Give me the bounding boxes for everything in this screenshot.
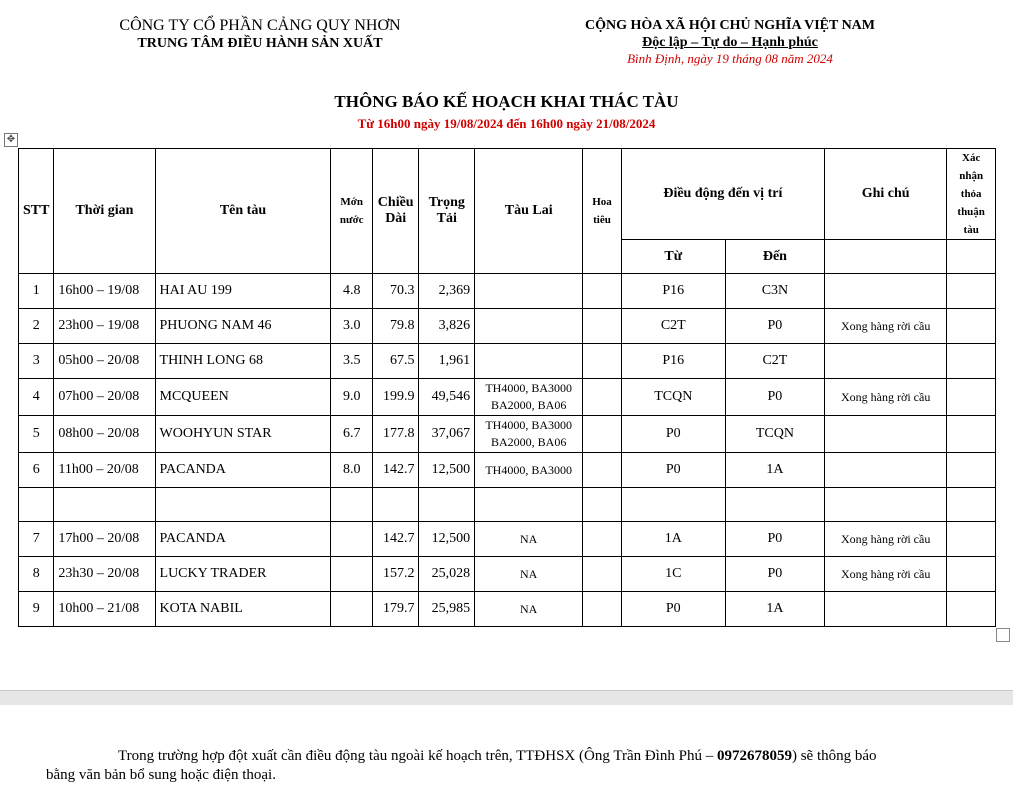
cell-ship: KOTA NABIL (155, 592, 331, 627)
table-move-handle-icon[interactable]: ✥ (4, 133, 18, 147)
cell-time: 23h30 – 20/08 (54, 557, 155, 592)
cell-pilot (583, 416, 621, 453)
cell-length: 70.3 (372, 274, 419, 309)
cell-length: 142.7 (372, 522, 419, 557)
cell-tug: NA (475, 592, 583, 627)
cell-to: P0 (725, 557, 824, 592)
table-row (19, 453, 996, 488)
cell-note (824, 488, 946, 522)
cell-note (824, 416, 946, 453)
ship-plan-table (18, 148, 996, 627)
cell-length: 67.5 (372, 344, 419, 379)
cell-note (824, 274, 946, 309)
nation-name: CỘNG HÒA XÃ HỘI CHỦ NGHĨA VIỆT NAM (584, 18, 875, 33)
cell-confirm (947, 557, 996, 592)
header-to: Đến (725, 240, 824, 274)
cell-to: 1A (725, 592, 824, 627)
footer-line-2: bằng văn bản bổ sung hoặc điện thoại. (46, 767, 276, 783)
cell-draft (331, 592, 372, 627)
cell-draft: 4.8 (331, 274, 372, 309)
cell-pilot (583, 453, 621, 488)
cell-pilot (583, 274, 621, 309)
cell-note (824, 344, 946, 379)
cell-tonnage: 3,826 (419, 309, 475, 344)
cell-time: 10h00 – 21/08 (54, 592, 155, 627)
cell-length: 142.7 (372, 453, 419, 488)
cell-tonnage: 25,985 (419, 592, 475, 627)
cell-stt: 9 (19, 592, 54, 627)
cell-tug (475, 274, 583, 309)
cell-length (372, 488, 419, 522)
header-confirm-blank (947, 240, 996, 274)
cell-length: 157.2 (372, 557, 419, 592)
cell-tonnage: 12,500 (419, 522, 475, 557)
cell-from: 1A (621, 522, 725, 557)
cell-tug: NA (475, 557, 583, 592)
document-title: THÔNG BÁO KẾ HOẠCH KHAI THÁC TÀU (334, 92, 679, 111)
table-resize-handle[interactable] (996, 628, 1010, 642)
cell-time: 11h00 – 20/08 (54, 453, 155, 488)
cell-stt (19, 488, 54, 522)
cell-draft: 6.7 (331, 416, 372, 453)
cell-pilot (583, 522, 621, 557)
cell-pilot (583, 309, 621, 344)
cell-ship: PACANDA (155, 453, 331, 488)
cell-tug: TH4000, BA3000 BA2000, BA06 (475, 379, 583, 416)
cell-tonnage: 1,961 (419, 344, 475, 379)
cell-time: 16h00 – 19/08 (54, 274, 155, 309)
cell-ship (155, 488, 331, 522)
cell-tonnage: 12,500 (419, 453, 475, 488)
cell-confirm (947, 344, 996, 379)
cell-ship: THINH LONG 68 (155, 344, 331, 379)
footer-phone: 0972678059 (716, 748, 792, 764)
cell-confirm (947, 274, 996, 309)
table-row (19, 522, 996, 557)
cell-draft (331, 522, 372, 557)
table-row (19, 309, 996, 344)
cell-from: P16 (621, 274, 725, 309)
cell-from: P0 (621, 592, 725, 627)
cell-from: P0 (621, 453, 725, 488)
table-row (19, 488, 996, 522)
cell-draft: 9.0 (331, 379, 372, 416)
cell-pilot (583, 488, 621, 522)
table-row (19, 274, 996, 309)
cell-confirm (947, 453, 996, 488)
table-row (19, 592, 996, 627)
header-move: Điều động đến vị trí (621, 149, 824, 240)
cell-ship: WOOHYUN STAR (155, 416, 331, 453)
cell-ship: MCQUEEN (155, 379, 331, 416)
cell-pilot (583, 344, 621, 379)
cell-to: 1A (725, 453, 824, 488)
footer-note (46, 747, 946, 785)
cell-confirm (947, 309, 996, 344)
cell-tug (475, 309, 583, 344)
place-date: Bình Định, ngày 19 tháng 08 năm 2024 (627, 51, 833, 66)
page-break-gap (0, 690, 1013, 706)
cell-time: 08h00 – 20/08 (54, 416, 155, 453)
cell-to: C2T (725, 344, 824, 379)
cell-note: Xong hàng rời cầu (824, 557, 946, 592)
cell-time (54, 488, 155, 522)
cell-time: 17h00 – 20/08 (54, 522, 155, 557)
cell-stt: 8 (19, 557, 54, 592)
header-tonnage: Trọng Tải (419, 149, 475, 274)
cell-to (725, 488, 824, 522)
cell-ship: PACANDA (155, 522, 331, 557)
cell-ship: LUCKY TRADER (155, 557, 331, 592)
cell-length: 179.7 (372, 592, 419, 627)
header-note: Ghi chú (824, 149, 946, 240)
header-time: Thời gian (54, 149, 155, 274)
cell-draft: 3.0 (331, 309, 372, 344)
cell-draft (331, 557, 372, 592)
cell-from: C2T (621, 309, 725, 344)
cell-tug: NA (475, 522, 583, 557)
cell-to: C3N (725, 274, 824, 309)
header-draft: Mớn nước (331, 149, 372, 274)
cell-tonnage: 49,546 (419, 379, 475, 416)
cell-ship: PHUONG NAM 46 (155, 309, 331, 344)
cell-pilot (583, 379, 621, 416)
cell-to: TCQN (725, 416, 824, 453)
cell-stt: 7 (19, 522, 54, 557)
cell-tonnage: 25,028 (419, 557, 475, 592)
table-row (19, 416, 996, 453)
cell-tonnage: 37,067 (419, 416, 475, 453)
cell-from: 1C (621, 557, 725, 592)
cell-stt: 2 (19, 309, 54, 344)
document-subtitle: Từ 16h00 ngày 19/08/2024 đến 16h00 ngày 21/08/2024 (357, 116, 656, 131)
cell-stt: 1 (19, 274, 54, 309)
cell-to: P0 (725, 379, 824, 416)
header-note-blank (824, 240, 946, 274)
header-confirm: Xác nhận thỏa thuận tàu (947, 149, 996, 240)
header-length: Chiều Dài (372, 149, 419, 274)
cell-confirm (947, 379, 996, 416)
header-tug: Tàu Lai (475, 149, 583, 274)
cell-from: P16 (621, 344, 725, 379)
cell-note: Xong hàng rời cầu (824, 522, 946, 557)
cell-length: 79.8 (372, 309, 419, 344)
cell-stt: 3 (19, 344, 54, 379)
cell-note: Xong hàng rời cầu (824, 309, 946, 344)
cell-note: Xong hàng rời cầu (824, 379, 946, 416)
cell-time: 05h00 – 20/08 (54, 344, 155, 379)
cell-note (824, 592, 946, 627)
cell-tonnage: 2,369 (419, 274, 475, 309)
cell-stt: 6 (19, 453, 54, 488)
cell-from: TCQN (621, 379, 725, 416)
cell-confirm (947, 522, 996, 557)
cell-confirm (947, 592, 996, 627)
cell-tug (475, 344, 583, 379)
footer-text-before: Trong trường hợp đột xuất cần điều động tàu ngoài kế hoạch trên, TTĐHSX (Ông Trần Đình Phú – (118, 748, 717, 764)
cell-stt: 5 (19, 416, 54, 453)
cell-tug: TH4000, BA3000 BA2000, BA06 (475, 416, 583, 453)
cell-ship: HAI AU 199 (155, 274, 331, 309)
cell-pilot (583, 592, 621, 627)
cell-note (824, 453, 946, 488)
cell-length: 177.8 (372, 416, 419, 453)
cell-tug: TH4000, BA3000 (475, 453, 583, 488)
cell-time: 07h00 – 20/08 (54, 379, 155, 416)
cell-confirm (947, 488, 996, 522)
national-motto: Độc lập – Tự do – Hạnh phúc (642, 35, 818, 50)
cell-to: P0 (725, 522, 824, 557)
document-page-2 (0, 705, 1013, 792)
header-from: Từ (621, 240, 725, 274)
header-ship-name: Tên tàu (155, 149, 331, 274)
cell-stt: 4 (19, 379, 54, 416)
table-row (19, 557, 996, 592)
cell-length: 199.9 (372, 379, 419, 416)
table-row (19, 379, 996, 416)
cell-draft: 3.5 (331, 344, 372, 379)
company-name: CÔNG TY CỔ PHẦN CẢNG QUY NHƠN (119, 17, 401, 34)
department-name: TRUNG TÂM ĐIỀU HÀNH SẢN XUẤT (137, 36, 383, 51)
cell-draft: 8.0 (331, 453, 372, 488)
cell-to: P0 (725, 309, 824, 344)
cell-from: P0 (621, 416, 725, 453)
cell-pilot (583, 557, 621, 592)
table-row (19, 344, 996, 379)
header-stt: STT (19, 149, 54, 274)
cell-tug (475, 488, 583, 522)
cell-from (621, 488, 725, 522)
organization-header (60, 17, 460, 53)
cell-tonnage (419, 488, 475, 522)
cell-confirm (947, 416, 996, 453)
table-header-row (19, 149, 996, 240)
footer-text-after: ) sẽ thông báo (791, 748, 877, 764)
header-pilot: Hoa tiêu (583, 149, 621, 274)
cell-time: 23h00 – 19/08 (54, 309, 155, 344)
national-header (540, 17, 920, 67)
cell-draft (331, 488, 372, 522)
